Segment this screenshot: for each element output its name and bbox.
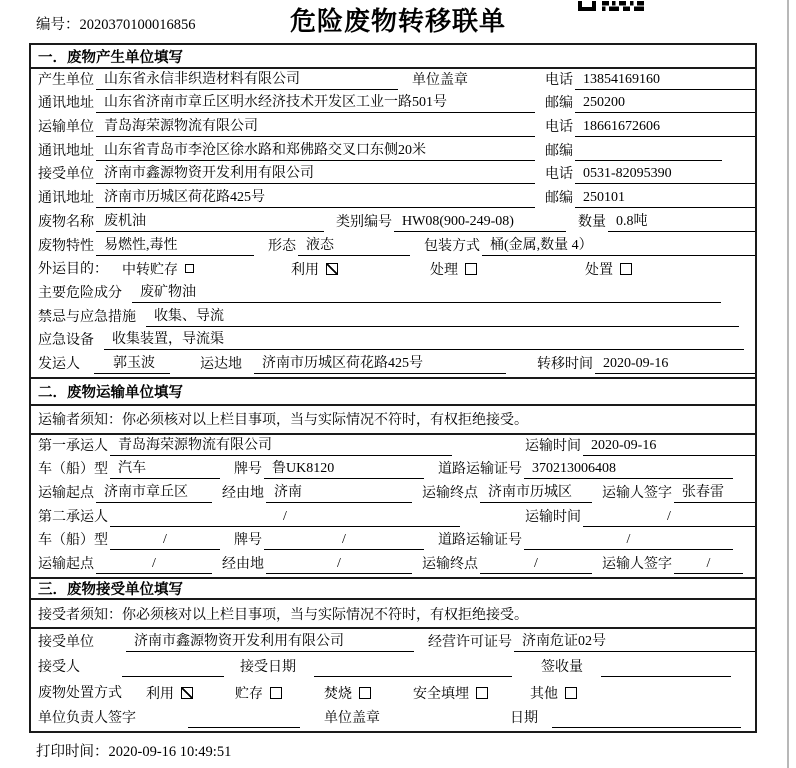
hazard-component-row [31, 282, 755, 306]
end2-label: 运输终点 [422, 557, 478, 573]
transport-time2-label: 运输时间 [525, 509, 581, 525]
waste-character-field: 易燃性,毒性 [96, 234, 254, 256]
print-time-value: 2020-09-16 10:49:51 [108, 744, 232, 761]
scan-edge-artifact [787, 0, 789, 768]
transporter-unit-label: 运输单位 [38, 120, 94, 136]
producer-zip-label: 邮编 [545, 96, 573, 112]
second-carrier-field: / [110, 509, 460, 527]
disposal-option-landfill-label: 安全填埋 [413, 686, 469, 702]
purpose-storage-checkbox [185, 264, 194, 273]
plate-number2-field: / [264, 532, 424, 550]
consignor-field: 郭玉波 [94, 352, 170, 374]
transfer-purpose-row [31, 259, 755, 283]
document-header [0, 0, 796, 43]
disposal-landfill-checkbox [476, 687, 488, 699]
vehicle1-row [31, 459, 755, 483]
physical-form-field: 液态 [298, 234, 410, 256]
transport-time1-label: 运输时间 [525, 438, 581, 454]
transporter-phone-field: 18661672606 [575, 119, 755, 137]
road-license2-field: / [524, 532, 733, 550]
recipient-row [31, 655, 755, 681]
manager-sign-row [31, 706, 755, 732]
road-license2-label: 道路运输证号 [438, 533, 522, 549]
carrier-sign2-label: 运输人签字 [602, 557, 672, 573]
emergency-measures-label: 禁忌与应急措施 [38, 309, 136, 325]
destination-label: 运达地 [200, 356, 242, 372]
transporter-address-field: 山东省青岛市李沧区徐水路和郑佛路交叉口东侧20米 [96, 139, 535, 161]
via2-label: 经由地 [222, 557, 264, 573]
disposal-option-other-label: 其他 [530, 686, 558, 702]
packing-label: 包装方式 [424, 238, 480, 254]
receiver-notice: 接受者须知：你必须核对以上栏目事项，当与实际情况不符时，有权拒绝接受。 [31, 600, 755, 629]
accept-date-field [314, 675, 512, 677]
seal-date-field [552, 726, 741, 728]
origin1-label: 运输起点 [38, 486, 94, 501]
quantity-field: 0.8吨 [608, 210, 755, 232]
operating-license-field: 济南危证02号 [514, 630, 755, 652]
disposal-option-utilize-label: 利用 [146, 686, 174, 702]
section-producer [31, 45, 755, 377]
purpose-utilize-checkbox [326, 263, 338, 275]
consignor-row [31, 353, 755, 377]
origin2-label: 运输起点 [38, 557, 94, 573]
receiver-address-label: 通讯地址 [38, 191, 94, 207]
purpose-option-dispose-label: 处置 [585, 263, 613, 279]
producer-unit-label: 产生单位 [38, 72, 94, 88]
purpose-option-treat-label: 处理 [430, 263, 458, 279]
disposal-option-store [235, 683, 282, 703]
waste-transfer-form [29, 43, 757, 733]
disposal-other-checkbox [565, 687, 577, 699]
waste-name-row [31, 211, 755, 235]
physical-form-label: 形态 [268, 238, 296, 254]
recipient-label: 接受人 [38, 660, 80, 676]
first-carrier-label: 第一承运人 [38, 438, 108, 454]
category-code-label: 类别编号 [336, 214, 392, 230]
print-time-label: 打印时间： [36, 744, 109, 761]
accept-unit-row [31, 629, 755, 655]
purpose-option-storage-label: 中转贮存 [122, 263, 178, 279]
transfer-purpose-label: 外运目的： [38, 262, 108, 278]
vehicle-type1-field: 汽车 [110, 457, 220, 479]
manager-sign-field [188, 726, 300, 728]
receiver-zip-label: 邮编 [545, 191, 573, 207]
packing-field: 桶(金属,数量 4） [482, 234, 755, 256]
plate-number2-label: 牌号 [234, 533, 262, 549]
receiver-phone-label: 电话 [545, 167, 573, 183]
receiver-unit-label: 接受单位 [38, 167, 94, 183]
operating-license-label: 经营许可证号 [428, 634, 512, 650]
disposal-incinerate-checkbox [359, 687, 371, 699]
transporter-unit-field: 青岛海荣源物流有限公司 [96, 115, 535, 137]
accept-unit-field: 济南市鑫源物资开发利用有限公司 [126, 630, 414, 652]
consignor-label: 发运人 [38, 356, 80, 372]
purpose-option-utilize [291, 259, 338, 279]
transporter-zip-field [575, 159, 722, 161]
recipient-field [122, 675, 224, 677]
print-time [36, 740, 796, 761]
producer-zip-field: 250200 [575, 95, 755, 113]
destination-field: 济南市历城区荷花路425号 [254, 352, 506, 374]
vehicle-type2-field: / [110, 532, 220, 550]
receiver-zip-field: 250101 [575, 190, 755, 208]
end2-field: / [480, 556, 592, 574]
transport-time1-field: 2020-09-16 [583, 438, 755, 456]
receiver-unit-row [31, 164, 755, 188]
emergency-equipment-label: 应急设备 [38, 333, 94, 349]
waste-name-field: 废机油 [96, 210, 324, 232]
purpose-option-utilize-label: 利用 [291, 263, 319, 279]
signed-amount-field [601, 675, 731, 677]
receiver-address-row [31, 187, 755, 211]
producer-address-row [31, 93, 755, 117]
emergency-equipment-row [31, 330, 755, 354]
disposal-option-utilize [146, 683, 193, 703]
plate-number1-label: 牌号 [234, 462, 262, 478]
transporter-zip-label: 邮编 [545, 143, 573, 159]
transfer-time-label: 转移时间 [537, 356, 593, 372]
section-producer-heading: 一．废物产生单位填写 [31, 45, 755, 69]
page-title: 危险废物转移联单 [289, 7, 506, 36]
disposal-method-label: 废物处置方式 [38, 685, 122, 701]
section-transport [31, 377, 755, 577]
qr-code-fragment-icon [578, 0, 646, 16]
emergency-measures-row [31, 306, 755, 330]
disposal-store-checkbox [270, 687, 282, 699]
purpose-option-dispose [585, 259, 632, 279]
disposal-option-store-label: 贮存 [235, 686, 263, 702]
via1-field: 济南 [266, 481, 412, 503]
vehicle2-row [31, 530, 755, 554]
seal-date-label: 日期 [510, 711, 538, 727]
transporter-address-row [31, 140, 755, 164]
route2-row [31, 553, 755, 577]
hazard-component-label: 主要危险成分 [38, 285, 122, 301]
producer-address-label: 通讯地址 [38, 96, 94, 112]
category-code-field: HW08(900-249-08) [394, 214, 566, 232]
purpose-option-treat [430, 259, 477, 279]
receiver-address-field: 济南市历城区荷花路425号 [96, 186, 535, 208]
plate-number1-field: 鲁UK8120 [264, 457, 424, 479]
unit-seal-label: 单位盖章 [412, 72, 468, 88]
end1-field: 济南市历城区 [480, 481, 592, 503]
transporter-address-label: 通讯地址 [38, 143, 94, 159]
serial-label: 编号： [36, 17, 80, 33]
carrier-sign1-field: 张春雷 [674, 481, 755, 503]
vehicle-type2-label: 车（船）型 [38, 533, 108, 549]
disposal-method-row [31, 680, 755, 706]
waste-name-label: 废物名称 [38, 214, 94, 230]
origin2-field: / [96, 556, 212, 574]
first-carrier-field: 青岛海荣源物流有限公司 [110, 434, 452, 456]
carrier-sign1-label: 运输人签字 [602, 486, 672, 501]
waste-character-row [31, 235, 755, 259]
end1-label: 运输终点 [422, 486, 478, 501]
hazard-component-field: 废矿物油 [132, 281, 721, 303]
origin1-field: 济南市章丘区 [96, 481, 212, 503]
transporter-phone-label: 电话 [545, 120, 573, 136]
disposal-option-other [530, 683, 577, 703]
section-receiver [31, 577, 755, 731]
vehicle-type1-label: 车（船）型 [38, 462, 108, 478]
producer-address-field: 山东省济南市章丘区明水经济技术开发区工业一路501号 [96, 91, 535, 113]
section-receiver-heading: 三．废物接受单位填写 [31, 577, 755, 600]
transporter-unit-row [31, 116, 755, 140]
accept-unit-label: 接受单位 [38, 634, 94, 650]
receiver-phone-field: 0531-82095390 [575, 166, 755, 184]
accept-date-label: 接受日期 [240, 660, 296, 676]
road-license1-label: 道路运输证号 [438, 462, 522, 478]
transport-time2-field: / [583, 509, 755, 527]
section-transport-heading: 二．废物运输单位填写 [31, 377, 755, 406]
signed-amount-label: 签收量 [541, 660, 583, 676]
transfer-time-field: 2020-09-16 [595, 356, 755, 374]
via1-label: 经由地 [222, 486, 264, 501]
emergency-equipment-field: 收集装置，导流渠 [104, 328, 744, 350]
carrier-sign2-field: / [674, 556, 743, 574]
manager-sign-label: 单位负责人签字 [38, 711, 136, 727]
via2-field: / [266, 556, 412, 574]
road-license1-field: 370213006408 [524, 461, 733, 479]
quantity-label: 数量 [578, 214, 606, 230]
receiver-unit-field: 济南市鑫源物资开发利用有限公司 [96, 162, 535, 184]
producer-unit-field: 山东省永信非织造材料有限公司 [96, 68, 398, 90]
producer-unit-row [31, 69, 755, 93]
waste-character-label: 废物特性 [38, 238, 94, 254]
second-carrier-label: 第二承运人 [38, 509, 108, 525]
disposal-option-incinerate [324, 683, 371, 703]
producer-phone-field: 13854169160 [575, 72, 755, 90]
transporter-notice: 运输者须知：你必须核对以上栏目事项，当与实际情况不符时，有权拒绝接受。 [31, 406, 755, 435]
purpose-option-storage [122, 259, 194, 279]
second-carrier-row [31, 506, 755, 530]
emergency-measures-field: 收集、导流 [146, 305, 739, 327]
serial-value: 2020370100016856 [79, 17, 196, 33]
disposal-option-landfill [413, 683, 488, 703]
unit-seal2-label: 单位盖章 [324, 711, 380, 727]
purpose-dispose-checkbox [620, 263, 632, 275]
disposal-utilize-checkbox [181, 687, 193, 699]
route1-row [31, 482, 755, 506]
purpose-treat-checkbox [465, 263, 477, 275]
producer-phone-label: 电话 [545, 72, 573, 88]
disposal-option-incinerate-label: 焚烧 [324, 686, 352, 702]
first-carrier-row [31, 435, 755, 459]
